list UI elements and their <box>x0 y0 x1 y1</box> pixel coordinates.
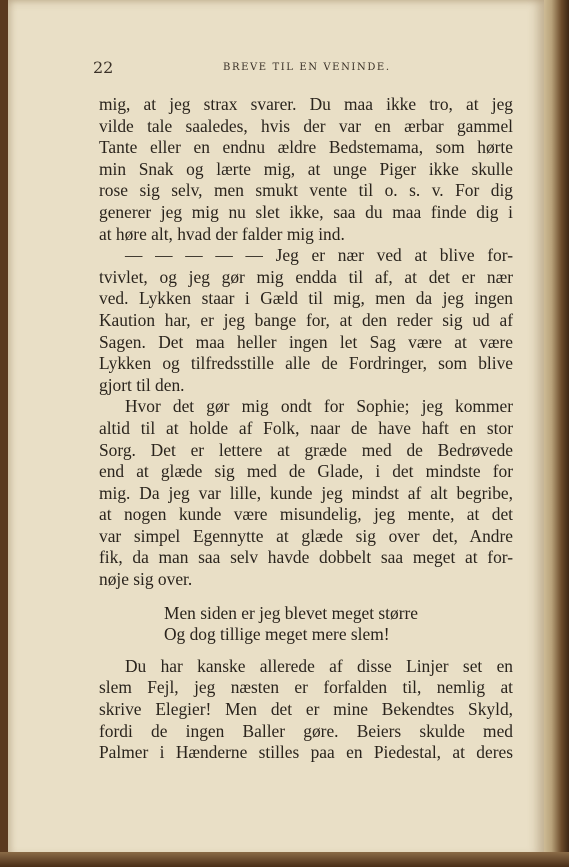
text-line: altid til at holde af Folk, naar de have haft en stor <box>99 417 513 438</box>
text-line: mig. Da jeg var lille, kunde jeg mindst af alt begribe, <box>99 482 513 503</box>
text-line: rose sig selv, men smukt vente til o. s. v. For dig <box>99 180 513 201</box>
body-text <box>99 94 513 764</box>
text-line: end at glæde sig med de Glade, i det mindste for <box>99 461 513 482</box>
verse-line: Men siden er jeg blevet meget større <box>164 602 419 623</box>
text-line: mig, at jeg strax svarer. Du maa ikke tro, at jeg <box>99 94 513 114</box>
text-line: vilde tale saaledes, hvis der var en ærbar gammel <box>99 115 513 136</box>
text-line: Hvor det gør mig ondt for Sophie; jeg kommer <box>125 396 513 417</box>
text-line: nøje sig over. <box>99 569 193 590</box>
text-line: tvivlet, og jeg gør mig endda til af, at det er nær <box>99 266 513 287</box>
text-line: Palmer i Hænderne stilles paa en Piedestal, at deres <box>99 742 513 763</box>
text-line: at høre alt, hvad der falder mig ind. <box>99 223 345 244</box>
running-title: BREVE TIL EN VENINDE. <box>223 62 391 73</box>
text-line: var simpel Egennytte at glæde sig over det, Andre <box>99 525 513 546</box>
text-line: at nogen kunde være misundelig, jeg mente, at det <box>99 504 513 525</box>
text-line: min Snak og lærte mig, at unge Piger ikke skulle <box>99 158 513 179</box>
page-number: 22 <box>93 58 114 77</box>
text-line: generer jeg mig nu slet ikke, saa du maa finde dig i <box>99 201 513 222</box>
book-bottom-edge <box>0 852 569 867</box>
book-page <box>8 0 544 858</box>
text-line: Lykken og tilfredsstille alle de Fordringer, som blive <box>99 353 513 374</box>
text-line: Sagen. Det maa heller ingen let Sag være at være <box>99 331 513 352</box>
page-edge <box>544 0 569 858</box>
text-line: — — — — — Jeg er nær ved at blive for- <box>125 245 513 266</box>
text-line: Tante eller en endnu ældre Bedstemama, som hørte <box>99 137 513 158</box>
text-line: fordi de ingen Baller gøre. Beiers skulde med <box>99 720 513 741</box>
text-line: slem Fejl, jeg næsten er forfalden til, nemlig at <box>99 677 513 698</box>
verse-line: Og dog tillige meget mere slem! <box>164 624 390 645</box>
text-line: Kaution har, er jeg bange for, at den reder sig ud af <box>99 309 513 330</box>
text-line: skrive Elegier! Men det er mine Bekendtes Skyld, <box>99 699 513 720</box>
text-line: ved. Lykken staar i Gæld til mig, men da jeg ingen <box>99 288 513 309</box>
text-line: gjort til den. <box>99 374 185 395</box>
text-line: Du har kanske allerede af disse Linjer set en <box>125 655 513 676</box>
text-line: Sorg. Det er lettere at græde med de Bedrøvede <box>99 439 513 460</box>
text-line: fik, da man saa selv havde dobbelt saa meget at for- <box>99 547 513 568</box>
